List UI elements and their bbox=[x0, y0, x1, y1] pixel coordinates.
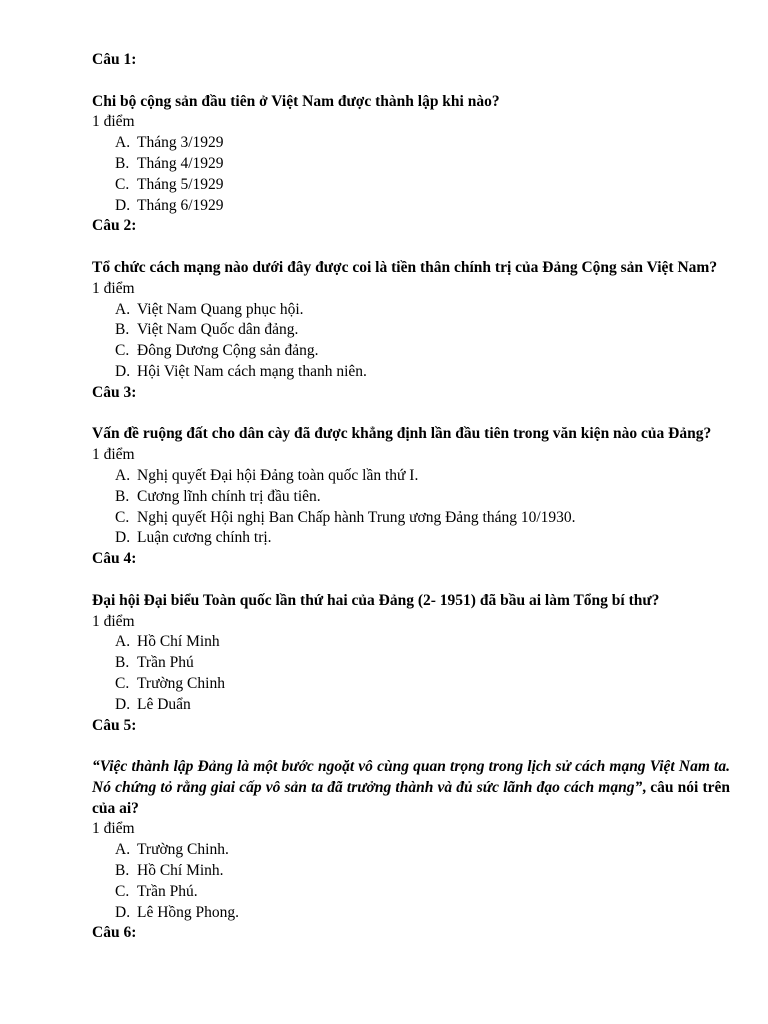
option-text: Hồ Chí Minh. bbox=[137, 862, 224, 880]
question-number: Câu 4: bbox=[92, 550, 137, 568]
option-letter: C. bbox=[115, 508, 130, 526]
option-text: Việt Nam Quang phục hội. bbox=[137, 300, 304, 318]
question-points: 1 điểm bbox=[92, 279, 135, 297]
option-text: Việt Nam Quốc dân đảng. bbox=[137, 321, 299, 339]
question-4 bbox=[92, 549, 730, 715]
question-points: 1 điểm bbox=[92, 446, 135, 464]
option-letter: D. bbox=[115, 196, 131, 214]
option-letter: A. bbox=[115, 134, 131, 152]
option-b[interactable] bbox=[92, 320, 730, 341]
option-b[interactable] bbox=[92, 487, 730, 508]
option-letter: C. bbox=[115, 674, 130, 692]
option-d[interactable] bbox=[92, 196, 730, 217]
option-letter: B. bbox=[115, 654, 130, 672]
question-text bbox=[92, 424, 730, 445]
option-letter: D. bbox=[115, 529, 131, 547]
question-3 bbox=[92, 383, 730, 549]
question-number: Câu 2: bbox=[92, 217, 137, 235]
option-c[interactable] bbox=[92, 674, 730, 695]
question-text-plain: Tổ chức cách mạng nào dưới đây được coi là tiền thân chính trị của Đảng Cộng sản Việt Nam? bbox=[92, 258, 718, 276]
question-text bbox=[92, 258, 730, 279]
option-b[interactable] bbox=[92, 653, 730, 674]
question-points: 1 điểm bbox=[92, 612, 135, 630]
option-letter: B. bbox=[115, 487, 130, 505]
option-a[interactable] bbox=[92, 632, 730, 653]
option-text: Lê Hồng Phong. bbox=[137, 903, 240, 921]
option-text: Tháng 6/1929 bbox=[137, 196, 224, 214]
question-text-plain: Vấn đề ruộng đất cho dân cày đã được khẳng định lần đầu tiên trong văn kiện nào của Đảng? bbox=[92, 425, 712, 443]
option-letter: D. bbox=[115, 903, 131, 921]
option-text: Trần Phú bbox=[137, 654, 194, 672]
option-d[interactable] bbox=[92, 528, 730, 549]
question-text-plain: , câu nói trên của ai? bbox=[92, 778, 731, 817]
question-text bbox=[92, 757, 730, 819]
option-text: Tháng 5/1929 bbox=[137, 175, 224, 193]
option-letter: B. bbox=[115, 154, 130, 172]
option-text: Lê Duẩn bbox=[137, 695, 191, 713]
option-text: Hồ Chí Minh bbox=[137, 633, 220, 651]
option-letter: C. bbox=[115, 175, 130, 193]
option-text: Tháng 4/1929 bbox=[137, 154, 224, 172]
option-text: Trường Chinh bbox=[137, 674, 225, 692]
option-c[interactable] bbox=[92, 175, 730, 196]
option-a[interactable] bbox=[92, 840, 730, 861]
option-d[interactable] bbox=[92, 362, 730, 383]
option-text: Tháng 3/1929 bbox=[137, 134, 224, 152]
option-letter: B. bbox=[115, 862, 130, 880]
option-b[interactable] bbox=[92, 861, 730, 882]
question-text-italic: “Việc thành lập Đảng là một bước ngoặt vô cùng quan trọng trong lịch sử cách mạng Việt Nam ta. Nó chứng tỏ rằng giai cấp vô sản ta đã trưởng thành và đủ sức lãnh đạo cách mạng” bbox=[92, 758, 730, 796]
question-number: Câu 1: bbox=[92, 51, 137, 68]
option-letter: A. bbox=[115, 633, 131, 651]
option-c[interactable] bbox=[92, 341, 730, 362]
option-a[interactable] bbox=[92, 300, 730, 321]
question-text bbox=[92, 92, 730, 113]
question-text-plain: Đại hội Đại biểu Toàn quốc lần thứ hai của Đảng (2- 1951) đã bầu ai làm Tổng bí thư? bbox=[92, 591, 660, 609]
question-number: Câu 3: bbox=[92, 383, 137, 401]
document-page bbox=[92, 50, 730, 944]
option-letter: D. bbox=[115, 695, 131, 713]
option-text: Đông Dương Cộng sản đảng. bbox=[137, 342, 319, 360]
option-text: Luận cương chính trị. bbox=[137, 529, 272, 547]
option-letter: D. bbox=[115, 362, 131, 380]
option-a[interactable] bbox=[92, 466, 730, 487]
option-text: Trường Chinh. bbox=[137, 841, 229, 859]
question-6-number: Câu 6: bbox=[92, 924, 137, 942]
option-letter: A. bbox=[115, 300, 131, 318]
option-letter: A. bbox=[115, 841, 131, 859]
question-points: 1 điểm bbox=[92, 113, 135, 131]
question-1 bbox=[92, 50, 730, 216]
option-text: Trần Phú. bbox=[137, 882, 198, 900]
option-d[interactable] bbox=[92, 695, 730, 716]
option-a[interactable] bbox=[92, 133, 730, 154]
option-text: Nghị quyết Đại hội Đảng toàn quốc lần thứ I. bbox=[137, 466, 419, 484]
question-text bbox=[92, 591, 730, 612]
option-letter: C. bbox=[115, 342, 130, 360]
option-letter: B. bbox=[115, 321, 130, 339]
option-c[interactable] bbox=[92, 508, 730, 529]
question-2 bbox=[92, 216, 730, 382]
option-letter: C. bbox=[115, 882, 130, 900]
option-d[interactable] bbox=[92, 903, 730, 924]
option-letter: A. bbox=[115, 466, 131, 484]
question-text-plain: Chi bộ cộng sản đầu tiên ở Việt Nam được thành lập khi nào? bbox=[92, 92, 500, 110]
question-points: 1 điểm bbox=[92, 820, 135, 838]
question-5 bbox=[92, 716, 730, 924]
option-text: Hội Việt Nam cách mạng thanh niên. bbox=[137, 362, 367, 380]
option-text: Cương lĩnh chính trị đầu tiên. bbox=[137, 487, 321, 505]
question-number: Câu 5: bbox=[92, 716, 137, 734]
option-b[interactable] bbox=[92, 154, 730, 175]
option-text: Nghị quyết Hội nghị Ban Chấp hành Trung ương Đảng tháng 10/1930. bbox=[137, 508, 576, 526]
option-c[interactable] bbox=[92, 882, 730, 903]
